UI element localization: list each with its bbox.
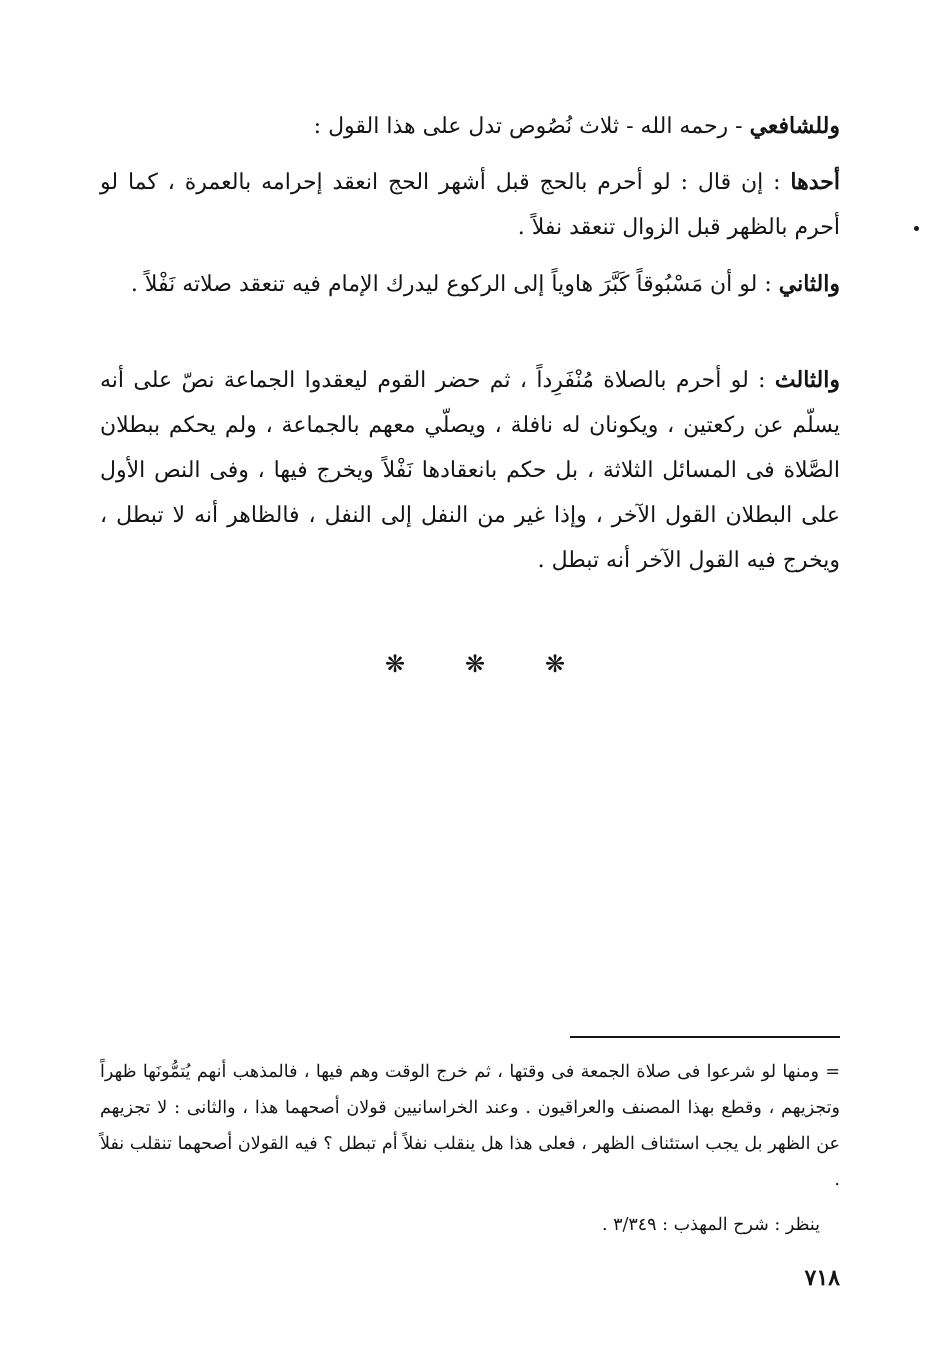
asterism-icon: ❋ [544,650,566,678]
asterism-icon: ❋ [384,650,406,678]
paragraph-third [100,358,840,583]
intro-text: - رحمه الله - ثلاث نُصُوص تدل على هذا القول : [313,114,750,139]
section-separator [380,650,570,678]
paragraph-third-lead: والثالث [774,367,840,393]
footnote-rule [570,1036,840,1038]
footnote-text: = ومنها لو شرعوا فى صلاة الجمعة فى وقتها ، ثم خرج الوقت وهم فيها ، فالمذهب أنهم يُتمُّونَها ظهراً وتجزيهم ، وقطع بهذا المصنف والعراقيون . وعند الخراسانيين قولان أصحهما هذا ، والثانى : لا تجزيهم عن الظهر بل يجب استئناف الظهر ، فعلى هذا هل ينقلب نفلاً أم تبطل ؟ فيه القولان أصحهما تنقلب نفلاً . [100,1062,840,1190]
paragraph-third-text: : لو أحرم بالصلاة مُنْفَرِداً ، ثم حضر القوم ليعقدوا الجماعة نصّ على أنه يسلّم عن ركعتين ، ويكونان له نافلة ، ويصلّي معهم بالجماعة ، ولم يحكم ببطلان الصَّلاة فى المسائل الثلاثة ، بل حكم بانعقادها نَفْلاً ويخرج فيها ، وفى النص الأول على البطلان القول الآخر ، وإذا غير من النفل إلى النفل ، فالظاهر أنه لا تبطل ، ويخرج فيه القول الآخر أنه تبطل . [100,368,841,573]
intro-paragraph [100,104,840,149]
paragraph-second-text: : لو أن مَسْبُوقاً كَبَّرَ هاوياً إلى الركوع ليدرك الإمام فيه تنعقد صلاته نَفْلاً . [130,272,779,297]
intro-lead: وللشافعي [749,113,840,139]
paragraph-second-lead: والثاني [778,271,840,297]
footnote-reference: ينظر : شرح المهذب : ٣/٣٤٩ . [601,1215,820,1235]
paragraph-first-text: : إن قال : لو أحرم بالحج قبل أشهر الحج انعقد إحرامه بالعمرة ، كما لو أحرم بالظهر قبل الزوال تنعقد نفلاً . [100,170,840,240]
paragraph-second [100,262,840,307]
margin-dot [914,226,919,231]
asterism-icon: ❋ [464,650,486,678]
paragraph-first-lead: أحدها [790,169,840,195]
page-number: ٧١٨ [804,1265,840,1291]
paragraph-first [100,160,840,250]
